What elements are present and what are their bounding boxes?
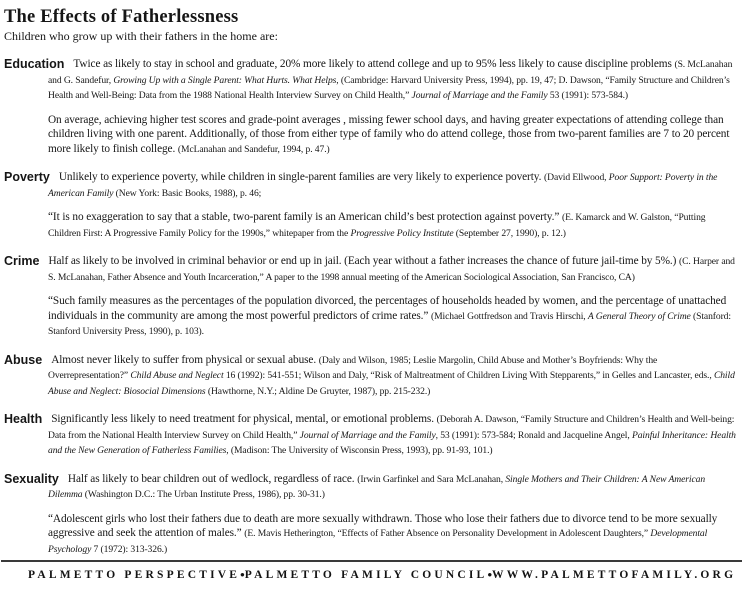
- text-segment-cite-italic: Child Abuse and Neglect: [130, 370, 224, 381]
- page-title: The Effects of Fatherlessness: [4, 7, 239, 27]
- text-segment-cite: 16 (1992): 541-551; Wilson and Daly, “Risk of Maltreatment of Children Living With Stepparents,” in Gelles and Lancaster, eds.,: [223, 370, 714, 381]
- text-segment-cite-italic: Poor Support: Poverty in the American Family: [48, 172, 718, 199]
- section-paragraphs: [48, 254, 739, 340]
- text-segment-body: “Such family measures as the percentages of the population divorced, the percentages of households headed by women, and the percentage of unattached individuals in the community are among the most powerful predictors of crime rates.”: [48, 295, 727, 322]
- footer: [0, 560, 743, 583]
- text-segment-body: Significantly less likely to need treatment for physical, mental, or emotional problems.: [51, 413, 437, 425]
- text-segment-cite: (Hawthorne, N.Y.; Aldine De Gruyter, 1987), pp. 215-232.): [205, 385, 431, 397]
- section: [4, 353, 739, 400]
- text-segment-cite: (McLanahan and Sandefur, 1994, p. 47.): [177, 143, 330, 155]
- footer-item-palmetto-family-council: PALMETTO FAMILY COUNCIL: [244, 569, 488, 581]
- section: [4, 254, 739, 340]
- paragraph: [48, 512, 739, 558]
- footer-item-palmetto-perspective: PALMETTO PERSPECTIVE: [28, 569, 241, 581]
- section-label: Poverty: [4, 170, 50, 184]
- text-segment-cite: (David Ellwood,: [544, 172, 609, 183]
- text-segment-cite: 7 (1972): 313-326.): [91, 543, 168, 555]
- section-paragraphs: [48, 170, 739, 241]
- section: [4, 57, 739, 157]
- section-label: Health: [4, 412, 43, 426]
- paragraph: [48, 472, 739, 503]
- text-segment-cite: (Stanford: Stanford University Press, 1990), p. 103).: [48, 310, 731, 337]
- text-segment-cite: (S. McLanahan and G. Sandefur,: [48, 59, 733, 86]
- bullet-separator-icon: •: [487, 567, 492, 582]
- section-label: Sexuality: [4, 471, 59, 486]
- text-segment-cite-italic: Painful Inheritance: Health and the New Generation of Fatherless Families: [48, 429, 736, 456]
- text-segment-cite: (C. Harper and S. McLanahan, Father Absence and Youth Incarceration,” A paper to the 1998 annual meeting of the American Sociological Association, San Francisco, CA): [48, 256, 735, 283]
- text-segment-body: Twice as likely to stay in school and graduate, 20% more likely to attend college and up to 95% less likely to cause discipline problems: [73, 58, 675, 70]
- footer-row: [0, 562, 743, 583]
- paragraph: [48, 57, 739, 104]
- text-segment-body: “Adolescent girls who lost their fathers due to death are more sexually withdrawn. Those who lose their fathers due to divorce tend to be more sexually aggressive and seek the attention of males.”: [48, 512, 718, 539]
- text-segment-cite: 53 (1991): 573-584.): [547, 90, 629, 101]
- text-segment-cite: (Michael Gottfredson and Travis Hirschi,: [431, 310, 588, 322]
- text-segment-cite: , 53 (1991): 573-584; Ronald and Jacqueline Angel,: [435, 429, 632, 441]
- text-segment-cite-italic: Journal of Marriage and the Family: [411, 90, 548, 101]
- paragraph: [48, 170, 739, 201]
- text-segment-cite: (E. Mavis Hetherington, “Effects of Father Absence on Personality Development in Adolescent Daughters,”: [244, 528, 651, 539]
- footer-item-website: WWW.PALMETTOFAMILY.ORG: [492, 569, 737, 581]
- section: [4, 472, 739, 558]
- text-segment-cite: (New York: Basic Books, 1988), p. 46;: [113, 187, 262, 199]
- text-segment-body: On average, achieving higher test scores and grade-point averages , missing fewer school days, and having greater expectations of attending college than children living with one parent. Additionally, of those from either type of family who do attend college, those from two-parent families are 7 to 20 percent more likely to finish college.: [48, 113, 730, 155]
- bullet-separator-icon: •: [240, 567, 245, 582]
- text-segment-cite: , (Madison: The University of Wisconsin Press, 1993), pp. 91-93, 101.): [226, 445, 493, 456]
- paragraph: [48, 294, 739, 340]
- text-segment-cite-italic: Growing Up with a Single Parent: What Hurts. What Helps: [113, 74, 337, 86]
- paragraph: [48, 254, 739, 285]
- text-segment-cite-italic: A General Theory of Crime: [587, 310, 691, 322]
- section: [4, 412, 739, 459]
- text-segment-cite: (Daly and Wilson, 1985; Leslie Margolin, Child Abuse and Mother’s Boyfriends: Why the Overrepresentation?”: [48, 354, 658, 381]
- paragraph: [48, 113, 739, 158]
- text-segment-cite: (E. Kamarck and W. Galston, “Putting Children First: A Progressive Family Policy for the 1990s,” whitepaper from the: [48, 212, 706, 239]
- text-segment-cite: (Deborah A. Dawson, “Family Structure and Children’s Health and Well-being: Data from the National Health Interview Survey on Child Health,”: [48, 414, 735, 441]
- text-segment-body: Almost never likely to suffer from physical or sexual abuse.: [51, 353, 319, 366]
- text-segment-cite-italic: Journal of Marriage and the Family: [299, 429, 436, 441]
- text-segment-body: Unlikely to experience poverty, while children in single-parent families are very likely to experience poverty.: [58, 171, 545, 183]
- text-segment-cite: (Washington D.C.: The Urban Institute Press, 1986), pp. 30-31.): [82, 489, 325, 500]
- text-segment-cite-italic: Single Mothers and Their Children: A New American Dilemma: [48, 473, 706, 500]
- section-label: Crime: [4, 254, 40, 268]
- text-segment-cite: (September 27, 1990), p. 12.): [453, 227, 566, 239]
- page-subtitle: Children who grow up with their fathers in the home are:: [4, 29, 278, 43]
- section: [4, 170, 739, 241]
- section-paragraphs: [48, 57, 739, 157]
- section-paragraphs: [48, 472, 739, 558]
- text-segment-cite: , (Cambridge: Harvard University Press, 1994), pp. 19, 47; D. Dawson, “Family Structure and Children’s Health and Well-Being: Data from the 1988 National Health Interview Survey on Child Health,”: [48, 74, 730, 101]
- sections: [4, 57, 739, 557]
- text-segment-cite-italic: Developmental Psychology: [48, 528, 708, 555]
- text-segment-cite-italic: Child Abuse and Neglect: Biosocial Dimensions: [48, 370, 735, 397]
- section-label: Abuse: [4, 352, 43, 367]
- text-segment-body: Half as likely to be involved in criminal behavior or end up in jail. (Each year without a father increases the chance of future jail-time by 5%.): [48, 255, 679, 267]
- text-segment-cite: (Irwin Garfinkel and Sara McLanahan,: [357, 473, 506, 485]
- text-segment-body: Half as likely to bear children out of wedlock, regardless of race.: [67, 472, 358, 485]
- paragraph: [48, 210, 739, 241]
- text-segment-cite-italic: Progressive Policy Institute: [350, 227, 454, 239]
- text-segment-body: “It is no exaggeration to say that a stable, two-parent family is an American child’s best protection against poverty.”: [48, 211, 562, 223]
- section-paragraphs: [48, 353, 739, 400]
- section-paragraphs: [48, 412, 739, 459]
- section-label: Education: [4, 57, 65, 71]
- paragraph: [48, 353, 739, 400]
- paragraph: [48, 412, 739, 459]
